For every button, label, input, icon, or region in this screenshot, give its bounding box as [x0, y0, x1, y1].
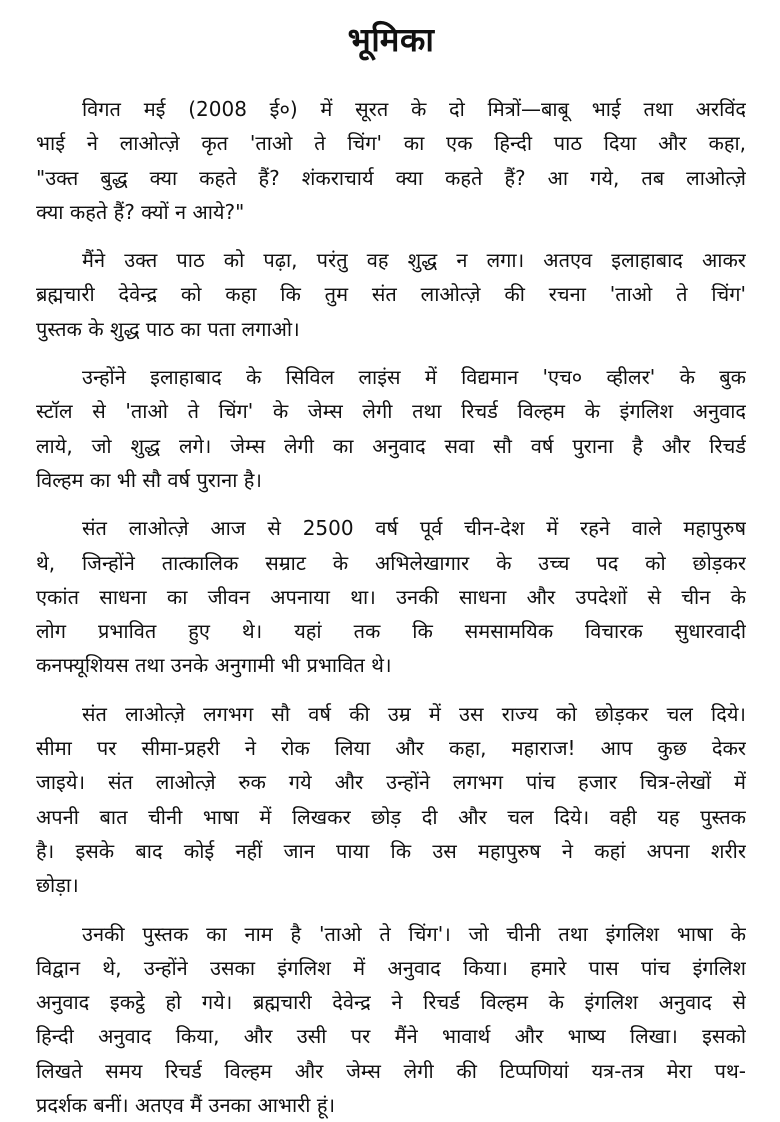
- text-line: विगत मई (2008 ई०) में सूरत के दो मित्रों—बाबू भाई तथा अरविंद: [82, 97, 746, 121]
- text-line: अपनी बात चीनी भाषा में लिखकर छोड़ दी और चल दिये। वही यह पुस्तक: [36, 804, 746, 829]
- text-line: लोग प्रभावित हुए थे। यहां तक कि समसामयिक विचारक सुधारवादी: [36, 619, 746, 644]
- text-line: "उक्त बुद्ध क्या कहते हैं? शंकराचार्य क्या कहते हैं? आ गये, तब लाओत्ज़े: [36, 165, 746, 190]
- paragraph-2: [36, 243, 746, 346]
- text-line: संत लाओत्ज़े लगभग सौ वर्ष की उम्र में उस राज्य को छोड़कर चल दिये।: [82, 701, 746, 726]
- text-line: जाइये। संत लाओत्ज़े रुक गये और उन्होंने लगभग पांच हजार चित्र-लेखों में: [36, 770, 746, 795]
- text-line: पुस्तक के शुद्ध पाठ का पता लगाओ।: [36, 316, 300, 341]
- text-line: ब्रह्मचारी देवेन्द्र को कहा कि तुम संत लाओत्ज़े की रचना 'ताओ ते चिंग': [36, 282, 746, 307]
- text-line: लाये, जो शुद्ध लगे। जेम्स लेगी का अनुवाद सवा सौ वर्ष पुराना है और रिचर्ड: [36, 433, 746, 458]
- paragraph-3: [36, 360, 746, 497]
- text-line: उन्होंने इलाहाबाद के सिविल लाइंस में विद्यमान 'एच० व्हीलर' के बुक: [82, 365, 746, 390]
- text-line: लिखते समय रिचर्ड विल्हम और जेम्स लेगी की टिप्पणियां यत्र-तत्र मेरा पथ-: [36, 1058, 746, 1083]
- text-line: कनफ्यूशियस तथा उनके अनुगामी भी प्रभावित थे।: [36, 653, 392, 678]
- text-line: छोड़ा।: [36, 873, 79, 898]
- text-line: क्या कहते हैं? क्यों न आये?": [36, 199, 245, 224]
- text-line: विल्हम का भी सौ वर्ष पुराना है।: [36, 467, 263, 492]
- text-line: संत लाओत्ज़े आज से 2500 वर्ष पूर्व चीन-देश में रहने वाले महापुरुष: [82, 516, 746, 541]
- page-title: भूमिका: [347, 20, 435, 59]
- text-line: थे, जिन्होंने तात्कालिक सम्राट के अभिलेखागार के उच्च पद को छोड़कर: [36, 550, 746, 575]
- text-line: हिन्दी अनुवाद किया, और उसी पर मैंने भावार्थ और भाष्य लिखा। इसको: [36, 1024, 746, 1049]
- paragraph-6: [36, 917, 746, 1122]
- paragraph-1: [36, 92, 746, 229]
- text-line: भाई ने लाओत्ज़े कृत 'ताओ ते चिंग' का एक हिन्दी पाठ दिया और कहा,: [36, 131, 746, 156]
- text-line: प्रदर्शक बनीं। अतएव मैं उनका आभारी हूं।: [36, 1093, 336, 1118]
- text-line: स्टॉल से 'ताओ ते चिंग' के जेम्स लेगी तथा रिचर्ड विल्हम के इंगलिश अनुवाद: [36, 399, 746, 424]
- text-line: सीमा पर सीमा-प्रहरी ने रोक लिया और कहा, महाराज! आप कुछ देकर: [36, 736, 746, 761]
- text-line: उनकी पुस्तक का नाम है 'ताओ ते चिंग'। जो चीनी तथा इंगलिश भाषा के: [82, 921, 746, 946]
- text-line: अनुवाद इकट्ठे हो गये। ब्रह्मचारी देवेन्द्र ने रिचर्ड विल्हम के इंगलिश अनुवाद से: [36, 990, 746, 1015]
- text-line: मैंने उक्त पाठ को पढ़ा, परंतु वह शुद्ध न लगा। अतएव इलाहाबाद आकर: [82, 248, 746, 273]
- paragraph-5: [36, 697, 746, 903]
- paragraph-4: [36, 511, 746, 682]
- text-line: एकांत साधना का जीवन अपनाया था। उनकी साधना और उपदेशों से चीन के: [36, 584, 746, 609]
- text-line: विद्वान थे, उन्होंने उसका इंगलिश में अनुवाद किया। हमारे पास पांच इंगलिश: [36, 955, 746, 980]
- text-line: है। इसके बाद कोई नहीं जान पाया कि उस महापुरुष ने कहां अपना शरीर: [36, 838, 746, 863]
